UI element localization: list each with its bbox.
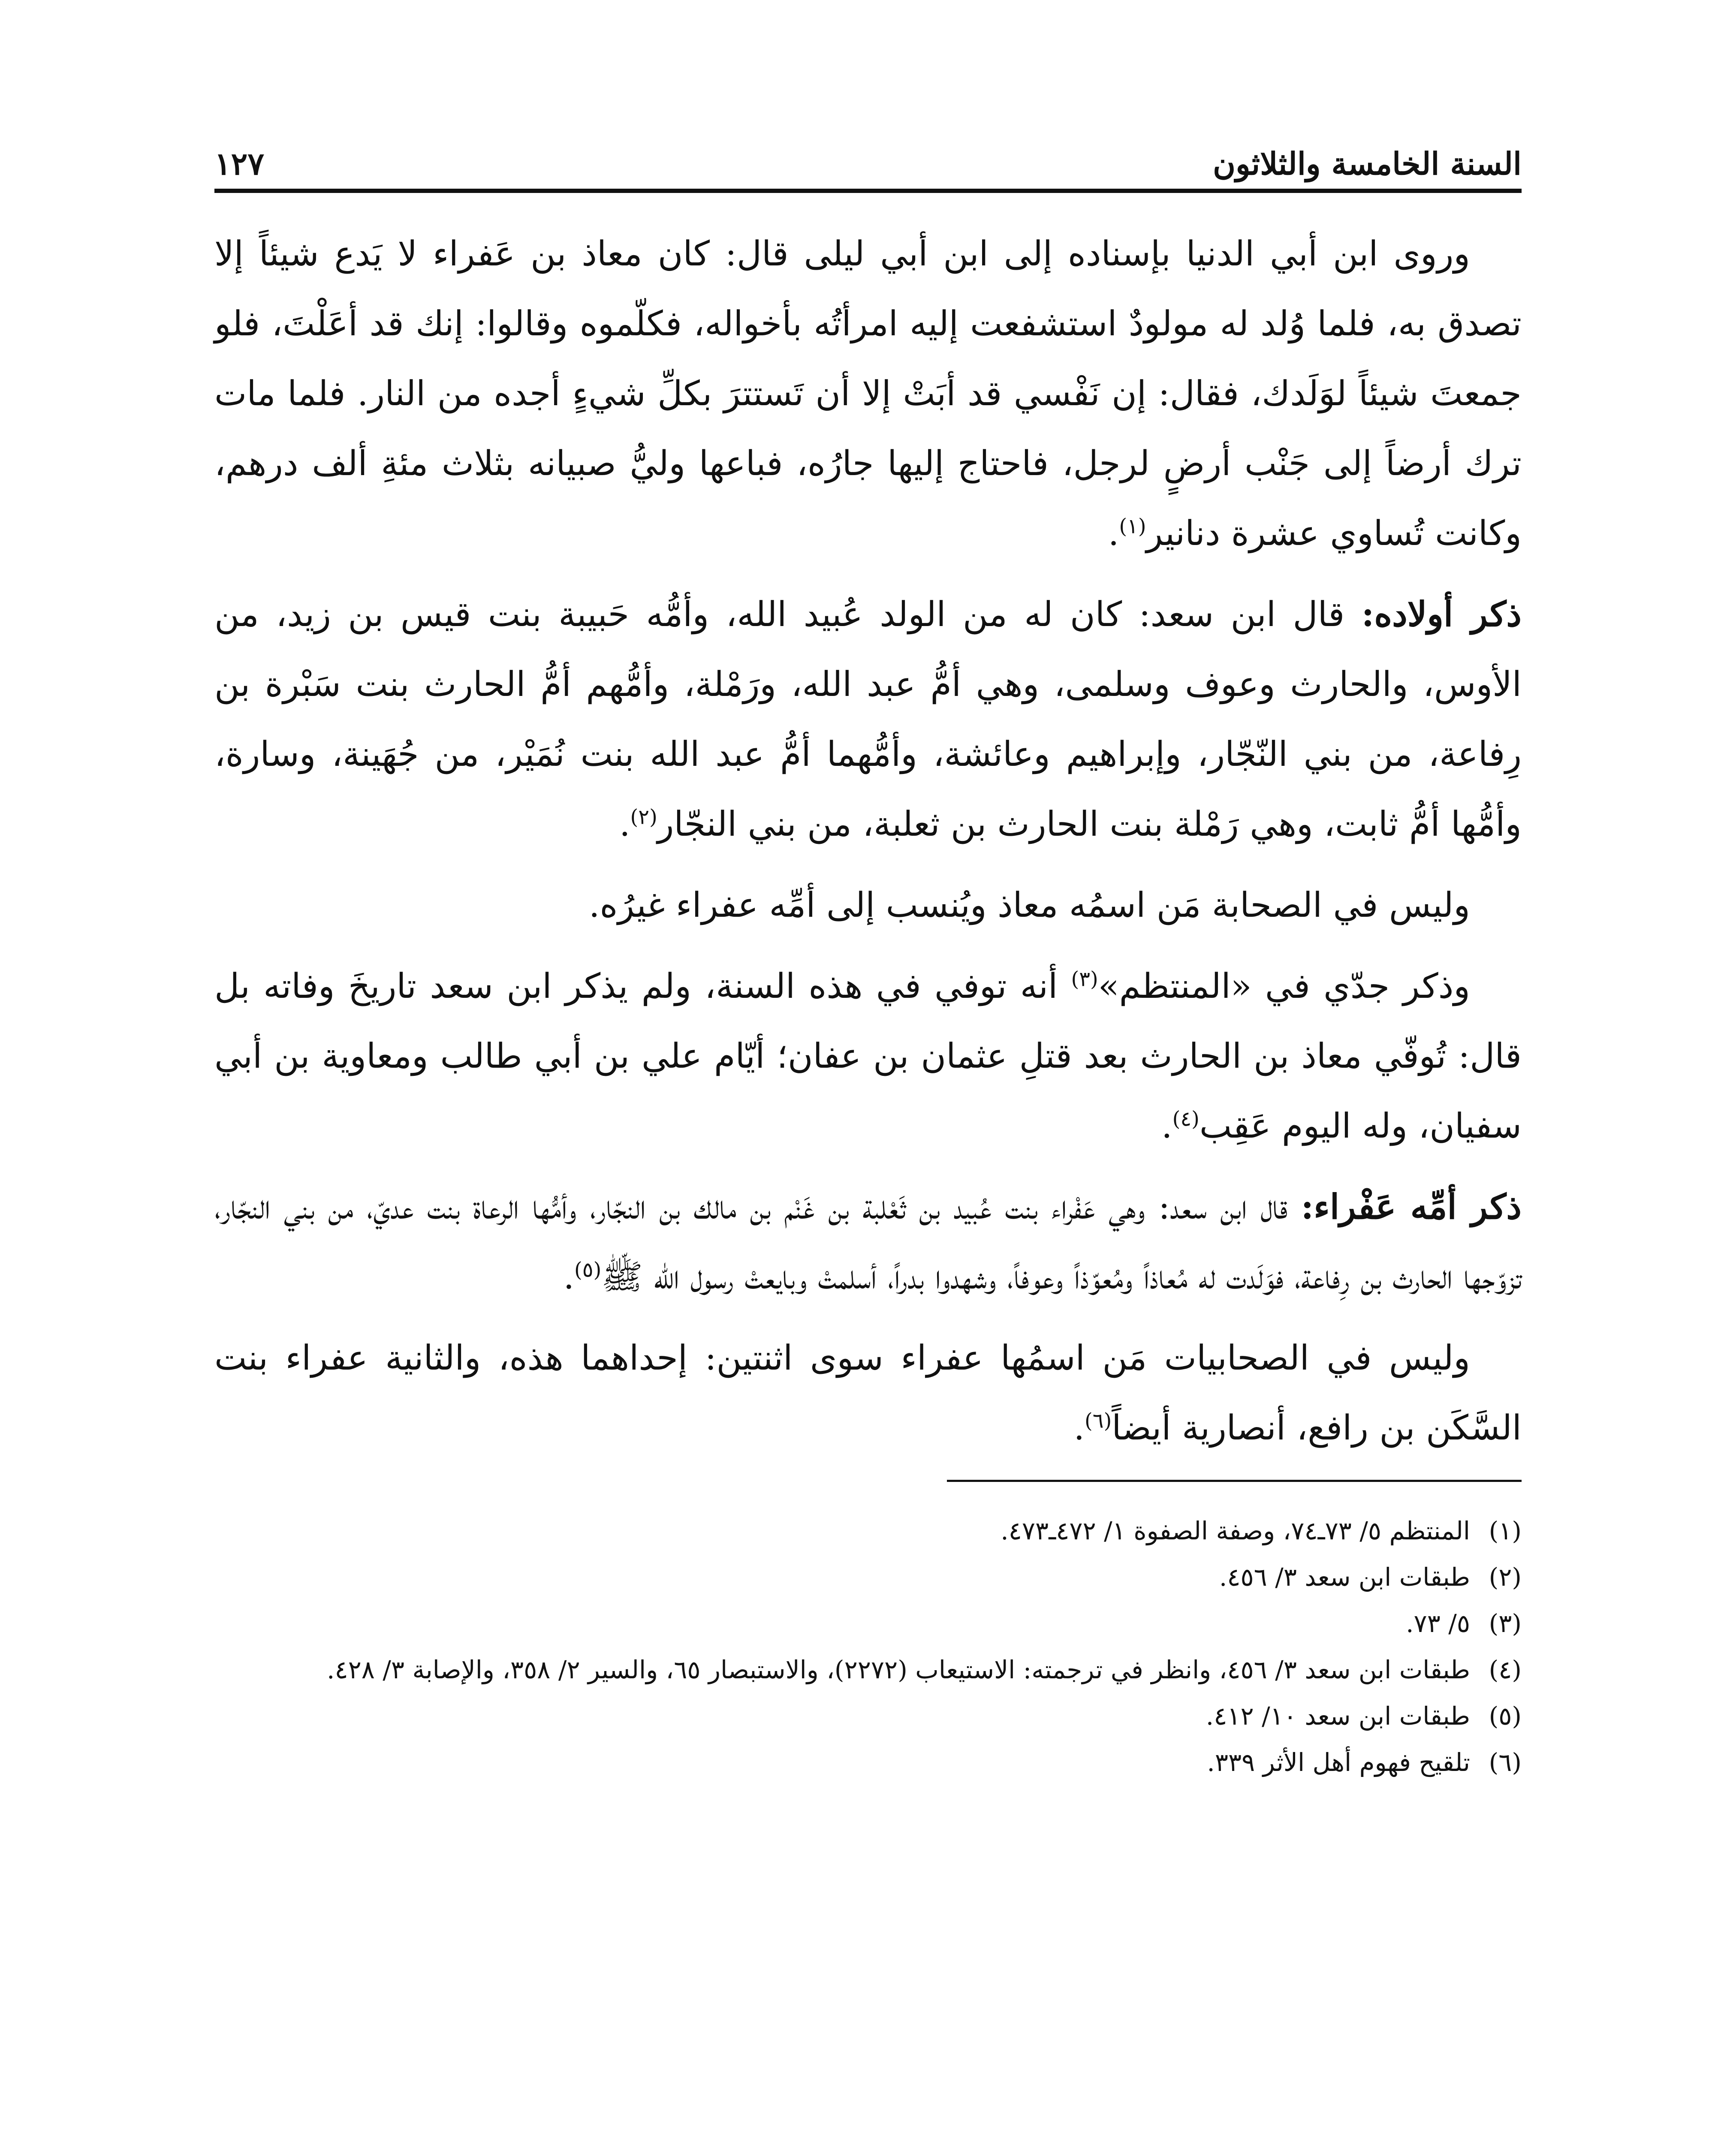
paragraph-text-cont: أنه توفي في هذه السنة، ولم يذكر ابن سعد تاريخَ وفاته بل قال: تُوفّي معاذ بن الحارث بعد قتلِ عثمان بن عفان؛ أيّام علي بن أبي طالب ومعاوية بن أبي سفيان، وله اليوم عَقِب [214, 966, 1522, 1146]
footnote-number: (٢) [1489, 1563, 1522, 1592]
footnote-text: ٥/ ٧٣. [1406, 1609, 1470, 1638]
section-heading-mother: ذكر أمِّه عَفْراء: [1301, 1186, 1522, 1227]
footnote-ref-4[interactable]: (٤) [1172, 1107, 1200, 1131]
paragraph-text: وليس في الصحابة مَن اسمُه معاذ ويُنسب إلى أمِّه عفراء غيرُه. [589, 885, 1470, 925]
header-rule [214, 189, 1522, 193]
footnote-number: (٥) [1489, 1701, 1522, 1731]
paragraph-6 [214, 1323, 1522, 1463]
paragraph-tail: . [1073, 1408, 1085, 1448]
paragraph-text: وروى ابن أبي الدنيا بإسناده إلى ابن أبي ليلى قال: كان معاذ بن عَفراء لا يَدع شيئاً إلا تصدق به، فلما وُلد له مولودٌ استشفعت إليه امرأتُه بأخواله، فكلّموه وقالوا: إنك قد أعَلْتَ، فلو جمعتَ شيئاً لوَلَدك، فقال: إن نَفْسي قد أبَتْ إلا أن تَستترَ بكلِّ شيءٍ أجده من النار. فلما مات ترك أرضاً إلى جَنْب أرضٍ لرجل، فاحتاج إليها جارُه، فباعها وليُّ صبيانه بثلاث مئةِ ألف درهم، وكانت تُساوي عشرة دنانير [214, 234, 1522, 553]
paragraph-text: قال ابن سعد: وهي عَفْراء بنت عُبيد بن ثَعْلبة بن غَنْم بن مالك بن النجّار، وأمُّها الرعاة بنت عديّ، من بني النجّار، تزوّجها الحارث بن رِفاعة، فوَلَدت له مُعاذاً ومُعوّذاً وعوفاً، وشهدوا بدراً، أسلمتْ وبايعتْ رسول الله ﷺ [214, 1187, 1522, 1297]
paragraph-5 [214, 1172, 1522, 1312]
footnotes [214, 1508, 1522, 1786]
footnote-number: (٤) [1489, 1655, 1522, 1684]
footnote-separator [947, 1480, 1522, 1482]
main-text [214, 219, 1522, 1463]
footnote-ref-3[interactable]: (٣) [1071, 967, 1098, 991]
paragraph-1 [214, 219, 1522, 568]
footnote-text: طبقات ابن سعد ٣/ ٤٥٦. [1219, 1563, 1470, 1592]
paragraph-2 [214, 579, 1522, 859]
footnote-3 [214, 1600, 1522, 1647]
paragraph-4 [214, 951, 1522, 1161]
footnote-ref-2[interactable]: (٢) [630, 805, 657, 829]
section-heading-children: ذكر أولاده: [1361, 594, 1522, 634]
paragraph-tail: . [619, 804, 630, 844]
footnote-6 [214, 1739, 1522, 1786]
footnote-number: (٣) [1489, 1609, 1522, 1638]
paragraph-text: قال ابن سعد: كان له من الولد عُبيد الله، وأمُّه حَبيبة بنت قيس بن زيد، من الأوس، والحارث وعوف وسلمى، وهي أمُّ عبد الله، ورَمْلة، وأمُّهم أمُّ الحارث بنت سَبْرة بن رِفاعة، من بني النّجّار، وإبراهيم وعائشة، وأمُّهما أمُّ عبد الله بنت نُمَيْر، من جُهَينة، وسارة، وأمُّها أمُّ ثابت، وهي رَمْلة بنت الحارث بن ثعلبة، من بني النجّار [214, 594, 1522, 844]
paragraph-text: وليس في الصحابيات مَن اسمُها عفراء سوى اثنتين: إحداهما هذه، والثانية عفراء بنت السَّكَن بن رافع، أنصارية أيضاً [214, 1338, 1522, 1448]
paragraph-tail: . [1108, 513, 1119, 553]
footnote-number: (٦) [1489, 1748, 1522, 1777]
footnote-text: طبقات ابن سعد ٣/ ٤٥٦، وانظر في ترجمته: الاستيعاب (٢٢٧٢)، والاستبصار ٦٥، والسير ٢/ ٣٥٨، والإصابة ٣/ ٤٢٨. [327, 1655, 1470, 1684]
footnote-4 [214, 1647, 1522, 1693]
page-number: ١٢٧ [214, 145, 265, 182]
paragraph-3 [214, 870, 1522, 940]
paragraph-tail: . [563, 1257, 575, 1297]
running-title: السنة الخامسة والثلاثون [1213, 145, 1522, 182]
footnote-2 [214, 1554, 1522, 1600]
footnote-text: المنتظم ٥/ ٧٣ـ٧٤، وصفة الصفوة ١/ ٤٧٢ـ٤٧٣. [1001, 1516, 1470, 1545]
footnote-text: تلقيح فهوم أهل الأثر ٣٣٩. [1207, 1748, 1470, 1777]
footnote-5 [214, 1693, 1522, 1739]
footnote-ref-5[interactable]: (٥) [574, 1258, 602, 1282]
footnote-ref-6[interactable]: (٦) [1085, 1409, 1112, 1433]
page-header [214, 129, 1522, 189]
footnote-1 [214, 1508, 1522, 1554]
footnote-text: طبقات ابن سعد ١٠/ ٤١٢. [1206, 1701, 1470, 1731]
footnote-number: (١) [1489, 1516, 1522, 1545]
footnote-ref-1[interactable]: (١) [1119, 514, 1146, 539]
paragraph-tail: . [1161, 1106, 1172, 1146]
paragraph-text: وذكر جدّي في «المنتظم» [1098, 966, 1470, 1006]
